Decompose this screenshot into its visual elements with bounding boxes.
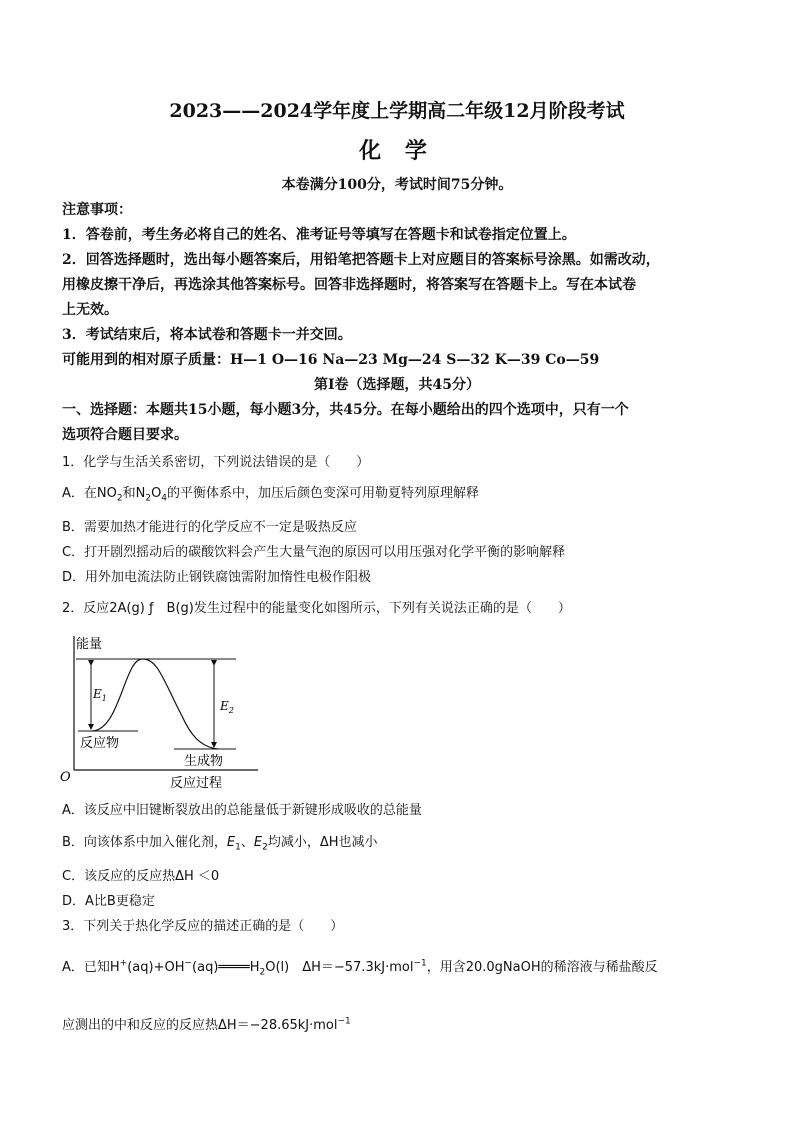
q1-option-b: B．需要加热才能进行的化学反应不一定是吸热反应: [62, 520, 357, 535]
reactant-label: 反应物: [80, 736, 120, 751]
notes-item-2-line-2: 用橡皮擦干净后，再选涂其他答案标号。回答非选择题时，将答案写在答题卡上。写在本试卷: [62, 277, 636, 293]
product-label: 生成物: [184, 754, 224, 769]
q1-option-a: A．在$NO_2$和$N_2O_4$的平衡体系中，加压后颜色变深可用勒夏特列原理解释: [62, 486, 480, 504]
notes-item-3: 3．考试结束后，将本试卷和答题卡一并交回。: [62, 327, 352, 343]
q2-stem: 2．反应2A(g) ƒ B(g)发生过程中的能量变化如图所示，下列有关说法正确的是（ ）: [62, 601, 571, 616]
section-1-intro-line-2: 选项符合题目要求。: [62, 427, 188, 443]
q2-option-d: D．A比B更稳定: [62, 894, 155, 909]
q2-option-a: A．该反应中旧键断裂放出的总能量低于新键形成吸收的总能量: [62, 803, 422, 818]
y-axis-label: 能量: [76, 637, 103, 652]
exam-title: 2023——2024学年度上学期高二年级12月阶段考试: [169, 100, 625, 122]
exam-duration-note: 本卷满分100分，考试时间75分钟。: [281, 177, 513, 193]
notes-heading: 注意事项：: [62, 202, 132, 218]
q3-stem: 3．下列关于热化学反应的描述正确的是（ ）: [62, 919, 344, 934]
notes-item-2-line-3: 上无效。: [62, 302, 118, 318]
q2-option-c: C．该反应的反应热ΔH ＜0: [62, 869, 220, 884]
q1-option-c: C．打开剧烈摇动后的碳酸饮料会产生大量气泡的原因可以用压强对化学平衡的影响解释: [62, 545, 566, 560]
q3-option-a-line-2: 应测出的中和反应的反应热ΔH＝−28.65kJ·mol$^{-1}$: [62, 1016, 351, 1033]
q3-option-a-line-1: A．已知$H^+(aq)+OH^-(aq)════H_2O(l)$ ΔH＝−57.3kJ·mol$^{-1}$，用含20.0gNaOH的稀溶液与稀盐酸反: [62, 958, 658, 978]
notes-item-2-line-1: 2．回答选择题时，选出每小题答案后，用铅笔把答题卡上对应题目的答案标号涂黑。如需改动，: [62, 252, 660, 268]
q2-option-b: B．向该体系中加入催化剂，$E_1$、$E_2$均减小，ΔH也减小: [62, 835, 378, 853]
energy-diagram: [58, 630, 268, 795]
atomic-masses: 可能用到的相对原子质量：H—1 O—16 Na—23 Mg—24 S—32 K—39 Co—59: [62, 352, 600, 368]
e2-label: $E_2$: [220, 699, 234, 715]
e1-label: $E_1$: [93, 687, 107, 703]
notes-item-1: 1．答卷前，考生务必将自己的姓名、准考证号等填写在答题卡和试卷指定位置上。: [62, 227, 576, 243]
origin-label: O: [60, 770, 71, 785]
q1-stem: 1．化学与生活关系密切，下列说法错误的是（ ）: [62, 455, 370, 470]
x-axis-label: 反应过程: [170, 776, 223, 791]
section-1-heading: 第Ⅰ卷（选择题，共45分）: [313, 377, 481, 393]
subject-title: 化 学: [359, 138, 435, 164]
q1-option-d: D．用外加电流法防止钢铁腐蚀需附加惰性电极作阳极: [62, 570, 372, 585]
section-1-intro-line-1: 一、选择题：本题共15小题，每小题3分，共45分。在每小题给出的四个选项中，只有一个: [62, 402, 629, 418]
